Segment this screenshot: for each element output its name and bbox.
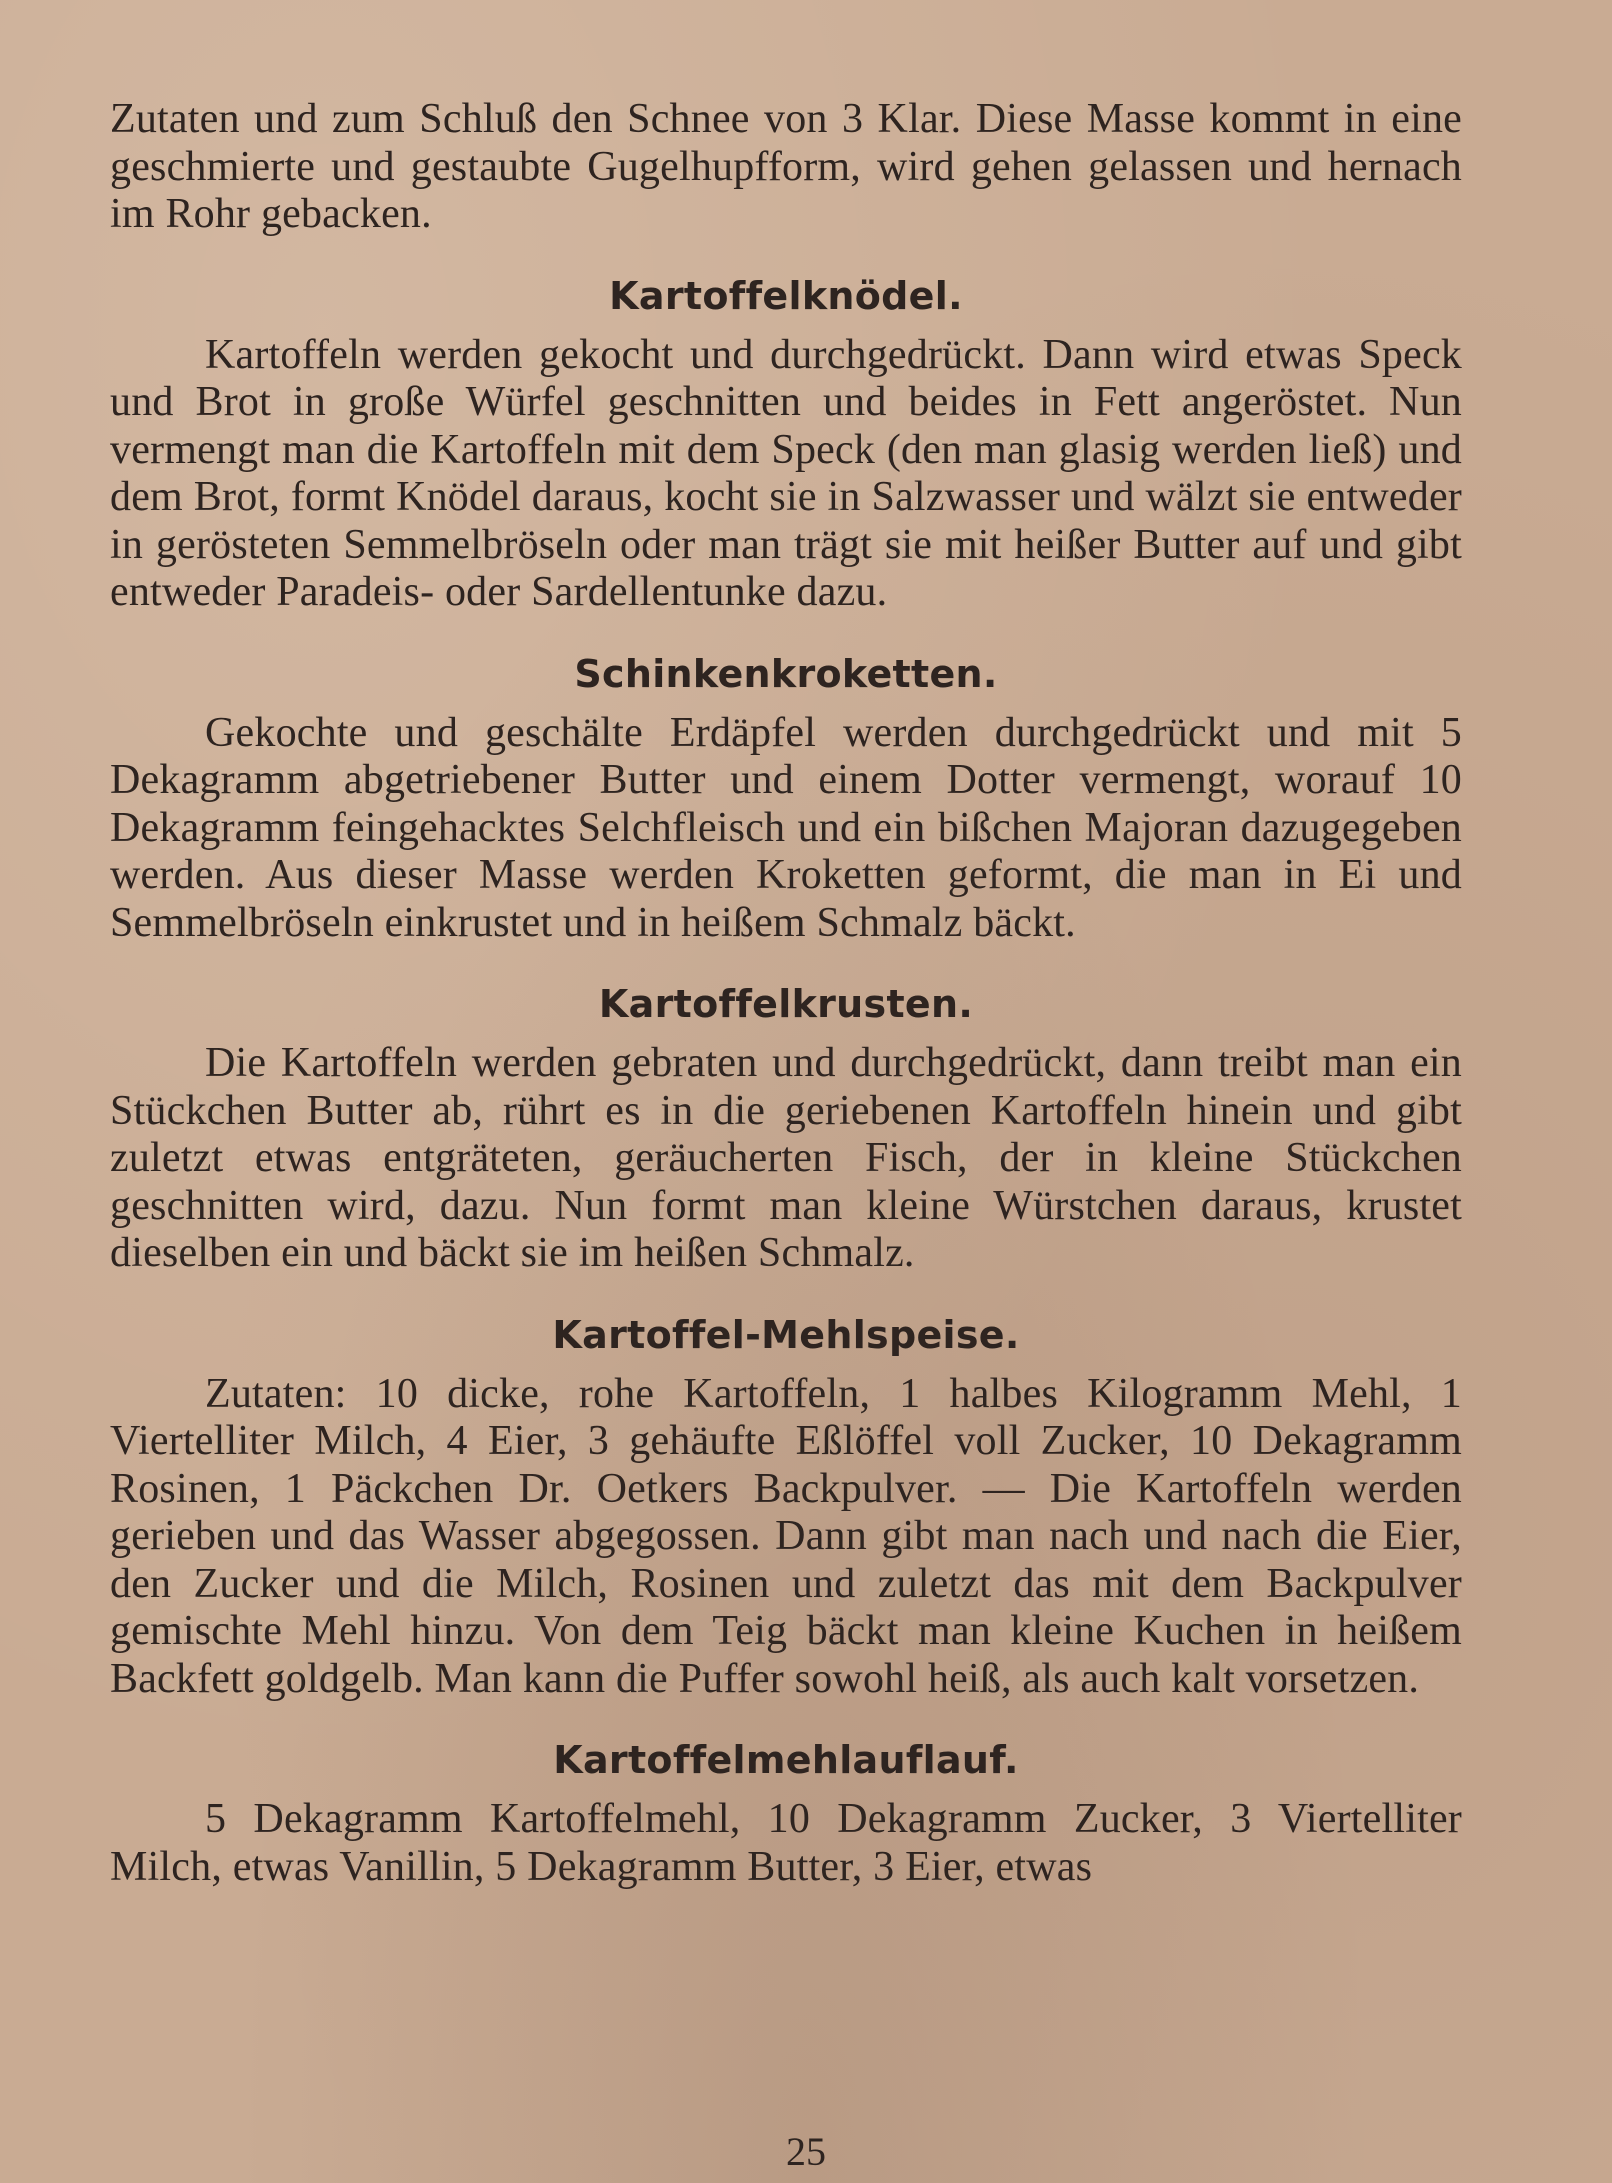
recipe-title: Kartoffel-Mehlspeise.	[552, 1312, 1020, 1357]
recipe-text: 5 Dekagramm Kartoffelmehl, 10 Dekagramm Zucker, 3 Viertelliter Milch, etwas Vanillin, 5 Dekagramm Butter, 3 Eier, etwas	[110, 1796, 1462, 1890]
recipe-title: Kartoffelkrusten.	[598, 982, 974, 1026]
recipe-kartoffel-mehlspeise	[110, 1312, 1462, 1704]
page-number: 25	[786, 2129, 826, 2174]
recipe-text: Kartoffeln werden gekocht und durchgedrückt. Dann wird etwas Speck und Brot in große Würfel geschnitten und beides in Fett angeröstet. Nun vermengt man die Kartoffeln mit dem Speck (den man glasig werden ließ) und dem Brot, formt Knödel daraus, kocht sie in Salzwasser und wälzt sie entweder in gerösteten Semmelbröseln oder man trägt sie mit heißer Butter auf und gibt entweder Paradeis- oder Sardellentunke dazu.	[110, 331, 1462, 615]
recipe-text: Gekochte und geschälte Erdäpfel werden durchgedrückt und mit 5 Dekagramm abgetriebener Butter und einem Dotter vermengt, worauf 10 Dekagramm feingehacktes Selchfleisch und ein bißchen Majoran dazugegeben werden. Aus dieser Masse werden Kroketten geformt, die man in Ei und Semmelbröseln einkrustet und in heißem Schmalz bäckt.	[110, 709, 1462, 946]
recipe-title: Kartoffelmehlauflauf.	[553, 1738, 1019, 1782]
recipe-text: Die Kartoffeln werden gebraten und durchgedrückt, dann treibt man ein Stückchen Butter ab, rührt es in die geriebenen Kartoffeln hinein und gibt zuletzt etwas entgräteten, geräucherten Fisch, der in kleine Stückchen geschnitten wird, dazu. Nun formt man kleine Würstchen daraus, krustet dieselben ein und bäckt sie im heißen Schmalz.	[110, 1040, 1462, 1276]
recipe-kartoffelknoedel	[110, 273, 1462, 617]
recipe-title: Schinkenkroketten.	[574, 651, 998, 696]
recipe-kartoffelkrusten	[110, 981, 1462, 1278]
recipe-text: Zutaten: 10 dicke, rohe Kartoffeln, 1 halbes Kilogramm Mehl, 1 Viertelliter Milch, 4 Eier, 3 gehäufte Eßlöffel voll Zucker, 10 Dekagramm Rosinen, 1 Päckchen Dr. Oetkers Backpulver. — Die Kartoffeln werden gerieben und das Wasser abgegossen. Dann gibt man nach und nach die Eier, den Zucker und die Milch, Rosinen und zuletzt das mit dem Backpulver gemischte Mehl hinzu. Von dem Teig bäckt man kleine Kuchen in heißem Backfett goldgelb. Man kann die Puffer sowohl heiß, als auch kalt vorsetzen.	[110, 1370, 1462, 1702]
intro-paragraph: Zutaten und zum Schluß den Schnee von 3 Klar. Diese Masse kommt in eine geschmierte und gestaubte Gugelhupfform, wird gehen gelassen und hernach im Rohr gebacken.	[110, 96, 1462, 237]
recipe-title: Kartoffelknödel.	[609, 273, 963, 318]
recipe-schinkenkroketten	[110, 651, 1462, 948]
recipe-kartoffelmehlauflauf	[110, 1737, 1462, 1891]
